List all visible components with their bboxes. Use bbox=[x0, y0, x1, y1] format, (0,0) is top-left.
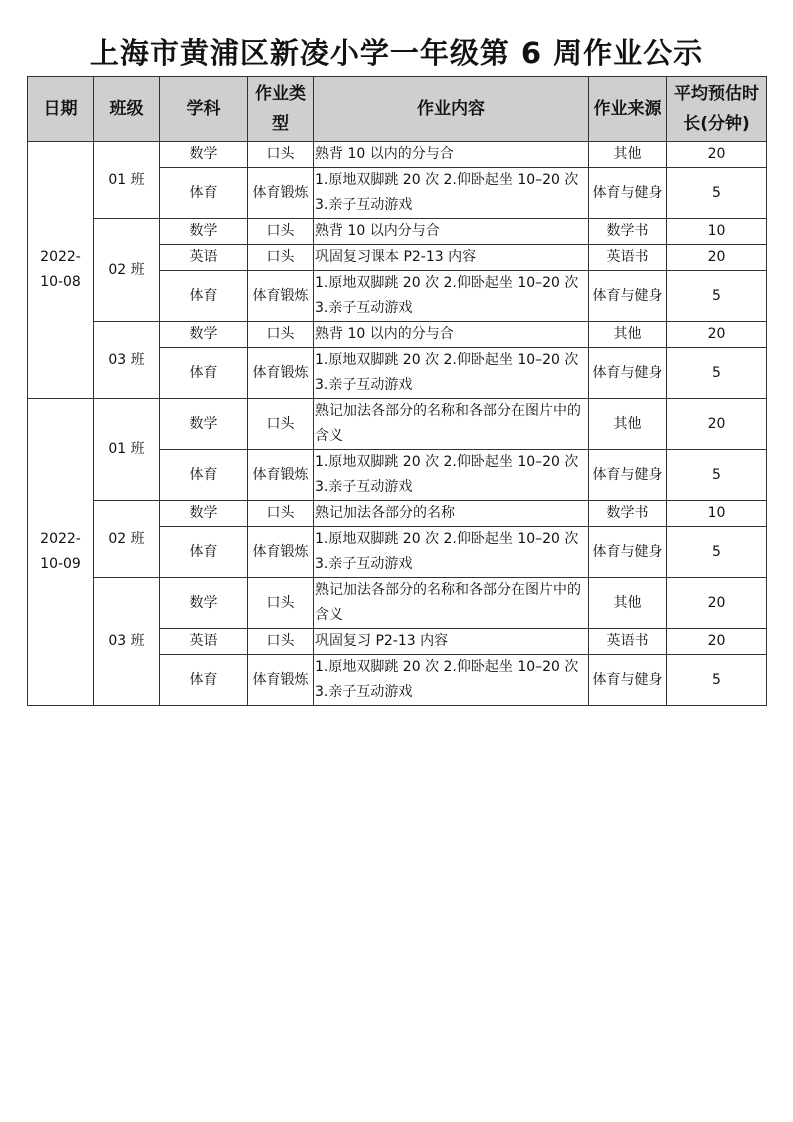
source-cell: 体育与健身 bbox=[589, 348, 667, 399]
header-date: 日期 bbox=[28, 77, 94, 142]
class-cell: 03 班 bbox=[94, 322, 160, 399]
header-type: 作业类型 bbox=[248, 77, 314, 142]
type-cell: 口头 bbox=[248, 399, 314, 450]
subject-cell: 体育 bbox=[160, 450, 248, 501]
source-cell: 体育与健身 bbox=[589, 168, 667, 219]
duration-cell: 5 bbox=[667, 348, 767, 399]
subject-cell: 数学 bbox=[160, 322, 248, 348]
source-cell: 数学书 bbox=[589, 219, 667, 245]
content-cell: 巩固复习课本 P2-13 内容 bbox=[314, 245, 589, 271]
subject-cell: 体育 bbox=[160, 271, 248, 322]
duration-cell: 20 bbox=[667, 142, 767, 168]
duration-cell: 10 bbox=[667, 219, 767, 245]
type-cell: 口头 bbox=[248, 245, 314, 271]
duration-cell: 5 bbox=[667, 271, 767, 322]
table-row bbox=[28, 578, 767, 629]
header-content: 作业内容 bbox=[314, 77, 589, 142]
duration-cell: 5 bbox=[667, 450, 767, 501]
source-cell: 其他 bbox=[589, 322, 667, 348]
source-cell: 体育与健身 bbox=[589, 271, 667, 322]
homework-table bbox=[27, 76, 767, 706]
duration-cell: 10 bbox=[667, 501, 767, 527]
date-cell: 2022-10-08 bbox=[28, 142, 94, 399]
content-cell: 熟背 10 以内分与合 bbox=[314, 219, 589, 245]
subject-cell: 数学 bbox=[160, 219, 248, 245]
content-cell: 巩固复习 P2-13 内容 bbox=[314, 629, 589, 655]
source-cell: 数学书 bbox=[589, 501, 667, 527]
table-row bbox=[28, 142, 767, 168]
type-cell: 体育锻炼 bbox=[248, 168, 314, 219]
subject-cell: 体育 bbox=[160, 348, 248, 399]
duration-cell: 5 bbox=[667, 527, 767, 578]
source-cell: 英语书 bbox=[589, 629, 667, 655]
subject-cell: 英语 bbox=[160, 629, 248, 655]
subject-cell: 英语 bbox=[160, 245, 248, 271]
content-cell: 1.原地双脚跳 20 次 2.仰卧起坐 10–20 次 3.亲子互动游戏 bbox=[314, 450, 589, 501]
class-cell: 01 班 bbox=[94, 142, 160, 219]
subject-cell: 体育 bbox=[160, 527, 248, 578]
content-cell: 1.原地双脚跳 20 次 2.仰卧起坐 10–20 次 3.亲子互动游戏 bbox=[314, 271, 589, 322]
content-cell: 熟记加法各部分的名称 bbox=[314, 501, 589, 527]
type-cell: 口头 bbox=[248, 322, 314, 348]
subject-cell: 数学 bbox=[160, 578, 248, 629]
header-subject: 学科 bbox=[160, 77, 248, 142]
table-row bbox=[28, 219, 767, 245]
type-cell: 体育锻炼 bbox=[248, 527, 314, 578]
subject-cell: 体育 bbox=[160, 655, 248, 706]
class-cell: 02 班 bbox=[94, 501, 160, 578]
date-cell: 2022-10-09 bbox=[28, 399, 94, 706]
header-source: 作业来源 bbox=[589, 77, 667, 142]
source-cell: 体育与健身 bbox=[589, 450, 667, 501]
duration-cell: 20 bbox=[667, 399, 767, 450]
content-cell: 1.原地双脚跳 20 次 2.仰卧起坐 10–20 次 3.亲子互动游戏 bbox=[314, 168, 589, 219]
type-cell: 口头 bbox=[248, 578, 314, 629]
class-cell: 01 班 bbox=[94, 399, 160, 501]
type-cell: 体育锻炼 bbox=[248, 271, 314, 322]
source-cell: 其他 bbox=[589, 142, 667, 168]
subject-cell: 数学 bbox=[160, 501, 248, 527]
duration-cell: 20 bbox=[667, 322, 767, 348]
subject-cell: 数学 bbox=[160, 142, 248, 168]
source-cell: 体育与健身 bbox=[589, 655, 667, 706]
type-cell: 口头 bbox=[248, 629, 314, 655]
type-cell: 体育锻炼 bbox=[248, 348, 314, 399]
table-row bbox=[28, 399, 767, 450]
header-duration: 平均预估时长(分钟) bbox=[667, 77, 767, 142]
table-header-row bbox=[28, 77, 767, 142]
content-cell: 1.原地双脚跳 20 次 2.仰卧起坐 10–20 次 3.亲子互动游戏 bbox=[314, 348, 589, 399]
type-cell: 口头 bbox=[248, 501, 314, 527]
source-cell: 其他 bbox=[589, 578, 667, 629]
content-cell: 熟记加法各部分的名称和各部分在图片中的含义 bbox=[314, 399, 589, 450]
source-cell: 体育与健身 bbox=[589, 527, 667, 578]
type-cell: 口头 bbox=[248, 142, 314, 168]
table-row bbox=[28, 501, 767, 527]
duration-cell: 20 bbox=[667, 578, 767, 629]
content-cell: 1.原地双脚跳 20 次 2.仰卧起坐 10–20 次 3.亲子互动游戏 bbox=[314, 527, 589, 578]
type-cell: 口头 bbox=[248, 219, 314, 245]
class-cell: 03 班 bbox=[94, 578, 160, 706]
source-cell: 英语书 bbox=[589, 245, 667, 271]
type-cell: 体育锻炼 bbox=[248, 655, 314, 706]
duration-cell: 5 bbox=[667, 168, 767, 219]
type-cell: 体育锻炼 bbox=[248, 450, 314, 501]
header-class: 班级 bbox=[94, 77, 160, 142]
source-cell: 其他 bbox=[589, 399, 667, 450]
subject-cell: 数学 bbox=[160, 399, 248, 450]
duration-cell: 5 bbox=[667, 655, 767, 706]
content-cell: 熟背 10 以内的分与合 bbox=[314, 142, 589, 168]
table-row bbox=[28, 322, 767, 348]
subject-cell: 体育 bbox=[160, 168, 248, 219]
content-cell: 熟背 10 以内的分与合 bbox=[314, 322, 589, 348]
duration-cell: 20 bbox=[667, 629, 767, 655]
class-cell: 02 班 bbox=[94, 219, 160, 322]
page-title: 上海市黄浦区新凌小学一年级第 6 周作业公示 bbox=[89, 36, 704, 70]
content-cell: 熟记加法各部分的名称和各部分在图片中的含义 bbox=[314, 578, 589, 629]
content-cell: 1.原地双脚跳 20 次 2.仰卧起坐 10–20 次 3.亲子互动游戏 bbox=[314, 655, 589, 706]
duration-cell: 20 bbox=[667, 245, 767, 271]
